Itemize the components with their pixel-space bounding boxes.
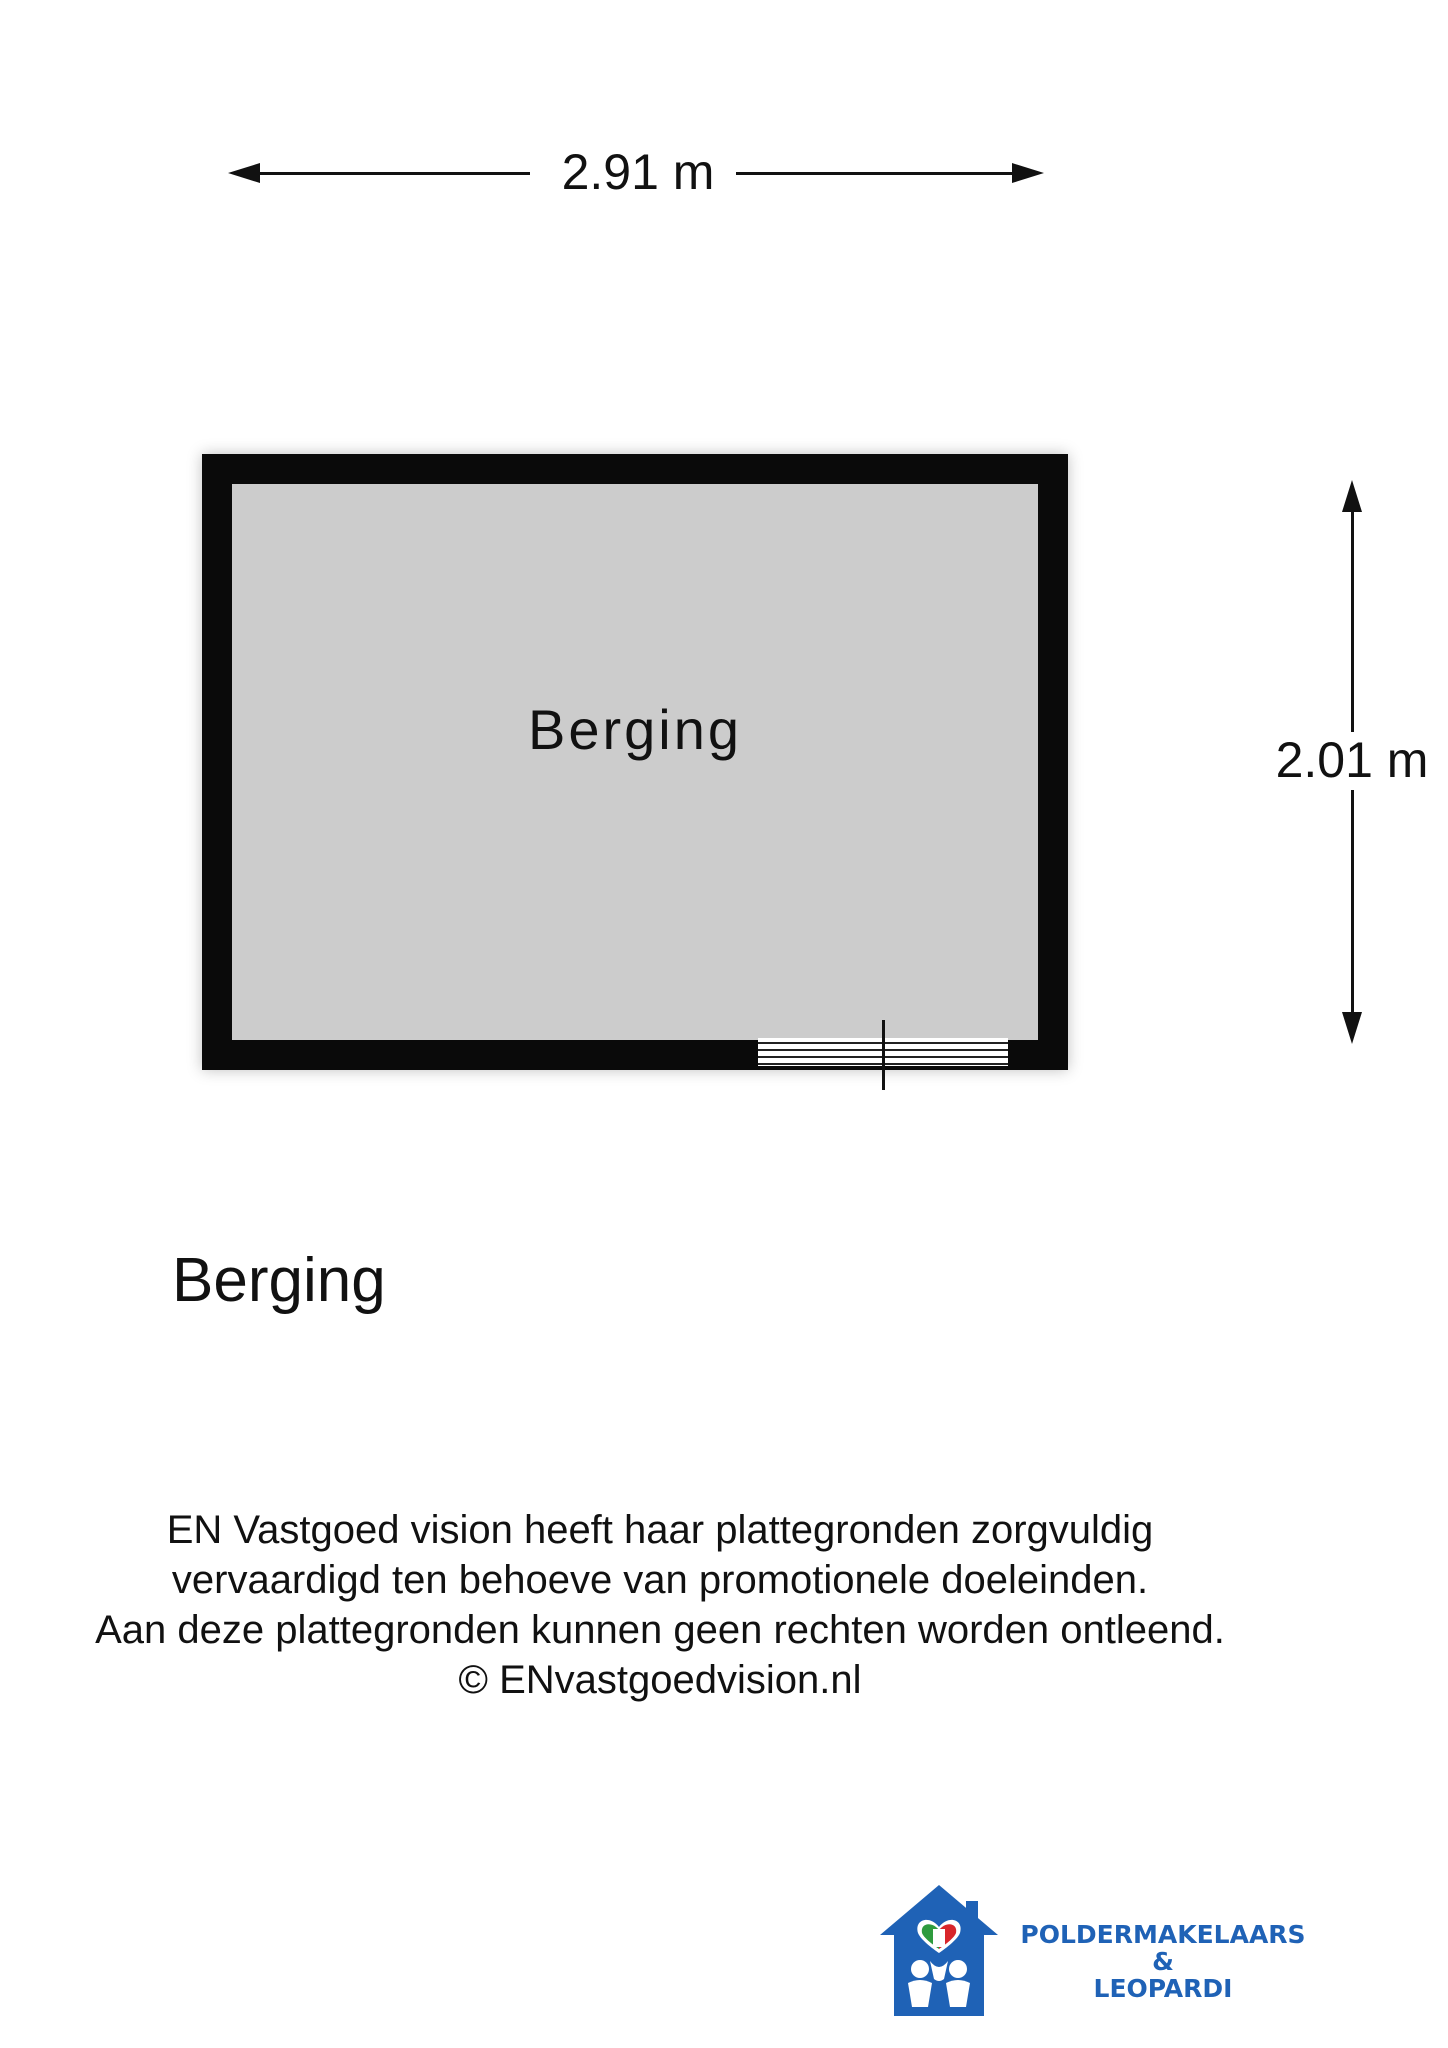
disclaimer-line: Aan deze plattegronden kunnen geen rechten worden ontleend. [95,1608,1225,1652]
logo-line-3: LEOPARDI [1093,1974,1233,2003]
arrow-up-icon [1342,480,1362,512]
door-post [882,1020,885,1090]
arrow-down-icon [1342,1012,1362,1044]
height-dimension-label: 2.01 m [1275,732,1429,788]
disclaimer-line: vervaardigd ten behoeve van promotionele doeleinden. [171,1558,1149,1602]
arrow-right-icon [1012,163,1044,183]
arrow-left-icon [228,163,260,183]
logo-line-1: POLDERMAKELAARS [1020,1920,1306,1949]
disclaimer-copyright: © ENvastgoedvision.nl [458,1658,862,1702]
plan-title: Berging [172,1246,386,1315]
logo-wordmark [1003,1921,1323,2002]
width-dimension-label: 2.91 m [561,144,715,200]
company-logo [788,1865,1430,2048]
house-heart-logo-icon [878,1883,1000,2018]
height-dimension-line-bottom [1351,790,1354,1014]
width-dimension-line-right [736,172,1014,175]
room-label: Berging [527,698,743,761]
height-dimension-line-top [1351,510,1354,732]
disclaimer-line: EN Vastgoed vision heeft haar plattegronden zorgvuldig [166,1508,1154,1552]
room-walls [202,454,1068,1070]
room-floor [232,484,1038,1040]
width-dimension-line-left [258,172,530,175]
logo-line-2: & [1152,1947,1174,1976]
disclaimer [0,1505,1320,1705]
